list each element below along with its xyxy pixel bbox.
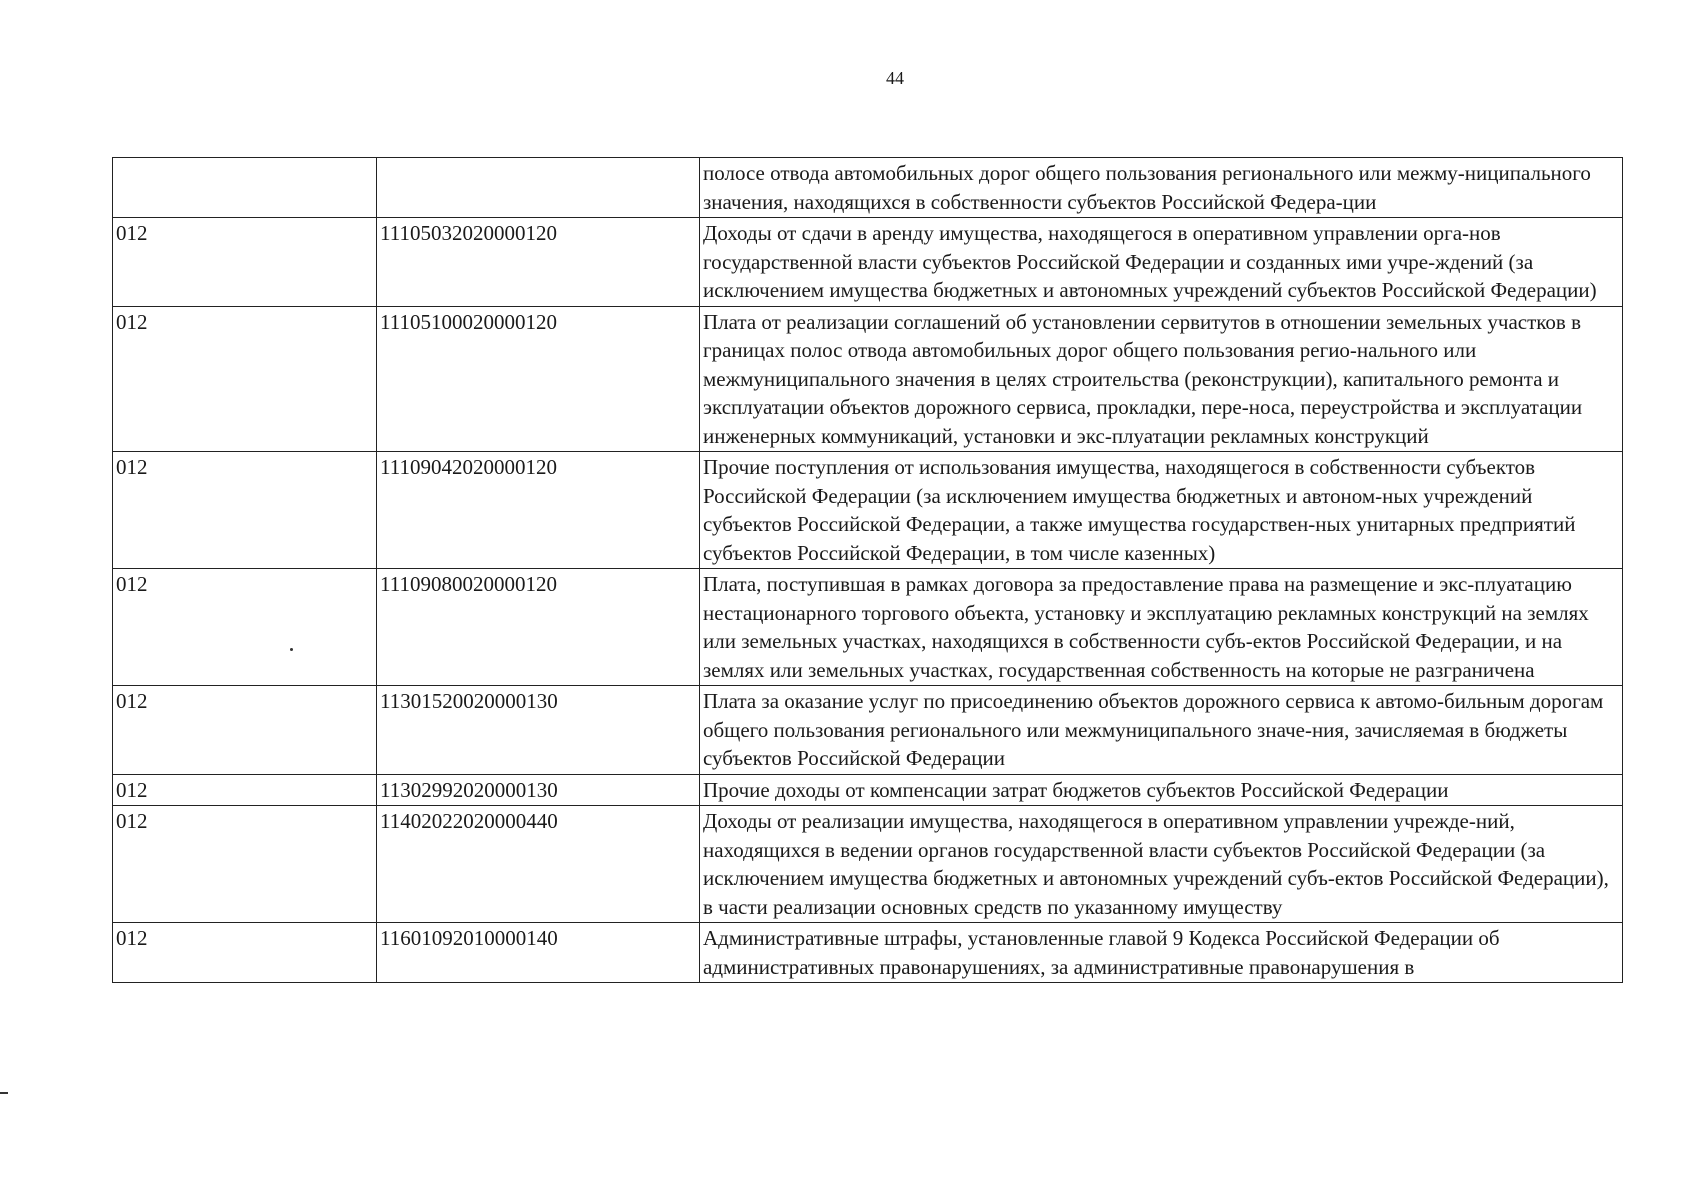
table-row [113,686,1623,775]
revenue-code-cell: 11302992020000130 [377,774,700,806]
revenue-code-cell: 11109080020000120 [377,569,700,686]
revenue-code-cell [377,158,700,218]
table-row [113,452,1623,569]
admin-code-cell: 012 [113,569,377,686]
admin-code-cell: 012 [113,218,377,307]
revenue-code-cell: 11402022020000440 [377,806,700,923]
table-row [113,923,1623,983]
revenue-name-cell: Прочие поступления от использования имущества, находящегося в собственности субъектов Российской Федерации (за исключением имущества бюджетных и автоном-ных учреждений субъектов Российской Федерации, а также имущества государствен-ных унитарных предприятий субъектов Российской Федерации, в том числе казенных) [700,452,1623,569]
revenue-name-cell: Доходы от реализации имущества, находящегося в оперативном управлении учрежде-ний, находящихся в ведении органов государственной власти субъектов Российской Федерации (за исключением имущества бюджетных и автономных учреждений субъ-ектов Российской Федерации), в части реализации основных средств по указанному имуществу [700,806,1623,923]
revenue-code-cell: 11109042020000120 [377,452,700,569]
revenue-code-cell: 11105032020000120 [377,218,700,307]
admin-code-cell: 012 [113,774,377,806]
admin-code-cell [113,158,377,218]
table-row [113,569,1623,686]
revenue-name-cell: Плата, поступившая в рамках договора за предоставление права на размещение и экс-плуатацию нестационарного торгового объекта, установку и эксплуатацию рекламных конструкций на землях или земельных участках, находящихся в собственности субъ-ектов Российской Федерации, и на землях или земельных участках, государственная собственность на которые не разграничена [700,569,1623,686]
revenue-name-cell: Доходы от сдачи в аренду имущества, находящегося в оперативном управлении орга-нов государственной власти субъектов Российской Федерации и созданных ими учре-ждений (за исключением имущества бюджетных и автономных учреждений субъектов Российской Федерации) [700,218,1623,307]
admin-code-cell: 012 [113,923,377,983]
revenue-name-cell: Административные штрафы, установленные главой 9 Кодекса Российской Федерации об административных правонарушениях, за административные правонарушения в [700,923,1623,983]
table-row [113,218,1623,307]
scan-dot [290,648,293,651]
revenue-codes-table [112,157,1623,983]
table-row [113,158,1623,218]
page-number: 44 [886,68,904,88]
table-row [113,306,1623,452]
admin-code-cell: 012 [113,306,377,452]
admin-code-cell: 012 [113,806,377,923]
revenue-code-cell: 11601092010000140 [377,923,700,983]
revenue-code-cell: 11301520020000130 [377,686,700,775]
revenue-code-cell: 11105100020000120 [377,306,700,452]
scan-mark [0,1092,8,1094]
revenue-name-cell: полосе отвода автомобильных дорог общего пользования регионального или межму-ниципального значения, находящихся в собственности субъектов Российской Федера-ции [700,158,1623,218]
revenue-name-cell: Прочие доходы от компенсации затрат бюджетов субъектов Российской Федерации [700,774,1623,806]
revenue-name-cell: Плата за оказание услуг по присоединению объектов дорожного сервиса к автомо-бильным дорогам общего пользования регионального или межмуниципального значе-ния, зачисляемая в бюджеты субъектов Российской Федерации [700,686,1623,775]
revenue-name-cell: Плата от реализации соглашений об установлении сервитутов в отношении земельных участков в границах полос отвода автомобильных дорог общего пользования регио-нального или межмуниципального значения в целях строительства (реконструкции), капитального ремонта и эксплуатации объектов дорожного сервиса, прокладки, пере-носа, переустройства и эксплуатации инженерных коммуникаций, установки и экс-плуатации рекламных конструкций [700,306,1623,452]
table-row [113,774,1623,806]
admin-code-cell: 012 [113,686,377,775]
table-row [113,806,1623,923]
admin-code-cell: 012 [113,452,377,569]
